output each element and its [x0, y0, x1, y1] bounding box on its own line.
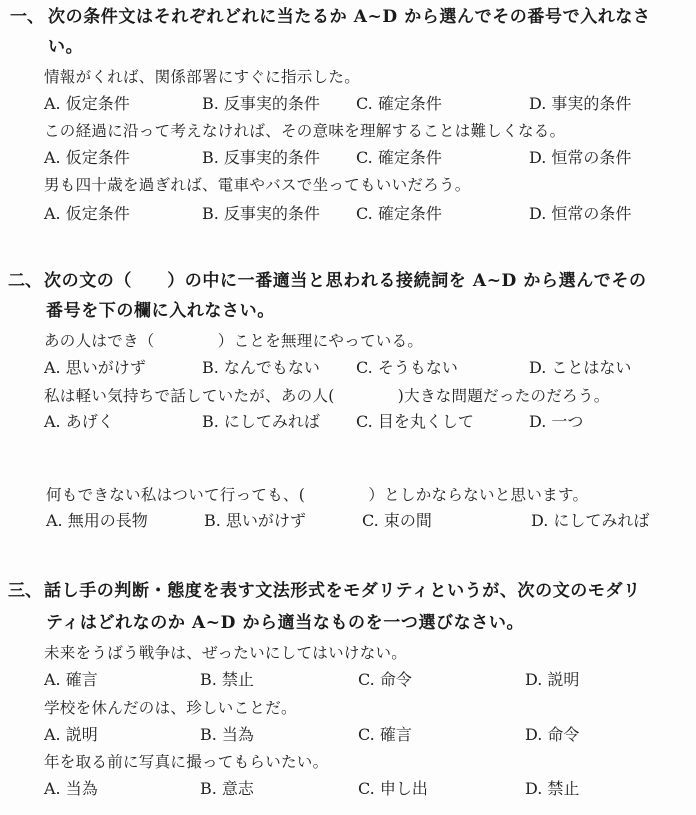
option-d: D. 恒常の条件 — [529, 204, 632, 223]
option-d: D. ことはない — [529, 358, 632, 377]
option-a: A. 仮定条件 — [44, 204, 130, 223]
question-options — [0, 510, 696, 532]
option-b: B. 反事実的条件 — [202, 204, 320, 223]
section-instruction-cont: 番号を下の欄に入れなさい。 — [46, 301, 275, 321]
option-a: A. 仮定条件 — [44, 148, 130, 167]
option-c: C. 申し出 — [358, 779, 428, 798]
option-c: C. 束の間 — [362, 511, 432, 530]
option-a: A. あげく — [44, 412, 114, 431]
option-a: A. 無用の長物 — [46, 511, 148, 530]
option-c: C. 命令 — [358, 670, 412, 689]
section-instruction-cont: ティはどれなのか A~D から適当なものを一つ選びなさい。 — [46, 613, 525, 633]
question-options — [0, 93, 696, 115]
section-instruction: 話し手の判断・態度を表す文法形式をモダリティというが、次の文のモダリ — [44, 581, 641, 601]
question-sentence: この経過に沿って考えなければ、その意味を理解することは難しくなる。 — [44, 122, 566, 140]
section-number: 三、 — [8, 581, 42, 601]
option-d: D. 恒常の条件 — [529, 148, 632, 167]
question-sentence: 私は軽い気持ちで話していたが、あの人( )大きな問題だったのだろう。 — [44, 387, 610, 405]
option-a: A. 思いがけず — [44, 358, 146, 377]
question-sentence: 学校を休んだのは、珍しいことだ。 — [44, 699, 297, 717]
question-sentence: 未来をうばう戦争は、ぜったいにしてはいけない。 — [44, 644, 408, 662]
option-b: B. にしてみれば — [202, 412, 320, 431]
question-options — [0, 203, 696, 225]
option-d: D. にしてみれば — [531, 511, 650, 530]
section-instruction: 次の文の（ ）の中に一番適当と思われる接続詞を A~D から選んでその — [44, 271, 647, 291]
option-c: C. 目を丸くして — [356, 412, 474, 431]
option-b: B. 思いがけず — [204, 511, 306, 530]
option-d: D. 事実的条件 — [529, 94, 632, 113]
option-a: A. 確言 — [44, 670, 98, 689]
section-number: 一、 — [10, 7, 44, 27]
question-options — [0, 778, 696, 800]
option-a: A. 説明 — [44, 725, 98, 744]
question-sentence: 情報がくれば、関係部署にすぐに指示した。 — [44, 68, 361, 86]
option-a: A. 当為 — [44, 779, 98, 798]
option-a: A. 仮定条件 — [44, 94, 130, 113]
option-c: C. 確定条件 — [356, 148, 442, 167]
option-d: D. 禁止 — [525, 779, 580, 798]
question-sentence: 何もできない私はついて行っても、( ）としかならないと思います。 — [46, 486, 589, 504]
option-c: C. 確定条件 — [356, 94, 442, 113]
option-b: B. 当為 — [200, 725, 254, 744]
option-c: C. 確定条件 — [356, 204, 442, 223]
question-sentence: あの人はでき（ ）ことを無理にやっている。 — [44, 332, 424, 350]
option-c: C. 確言 — [358, 725, 412, 744]
option-b: B. 意志 — [200, 779, 254, 798]
option-d: D. 一つ — [529, 412, 584, 431]
option-b: B. なんでもない — [202, 358, 320, 377]
option-b: B. 禁止 — [200, 670, 254, 689]
option-b: B. 反事実的条件 — [202, 148, 320, 167]
option-b: B. 反事実的条件 — [202, 94, 320, 113]
question-options — [0, 357, 696, 379]
option-c: C. そうもない — [356, 358, 458, 377]
question-sentence: 年を取る前に写真に撮ってもらいたい。 — [44, 753, 329, 771]
option-d: D. 命令 — [525, 725, 580, 744]
question-options — [0, 147, 696, 169]
option-d: D. 説明 — [525, 670, 580, 689]
question-options — [0, 669, 696, 691]
section-instruction-cont: い。 — [48, 37, 84, 57]
section-instruction: 次の条件文はそれぞれどれに当たるか A~D から選んでその番号で入れなさ — [48, 7, 651, 27]
section-number: 二、 — [8, 271, 42, 291]
question-options — [0, 724, 696, 746]
question-sentence: 男も四十歳を過ぎれば、電車やバスで坐ってもいいだろう。 — [44, 176, 471, 194]
question-options — [0, 411, 696, 433]
